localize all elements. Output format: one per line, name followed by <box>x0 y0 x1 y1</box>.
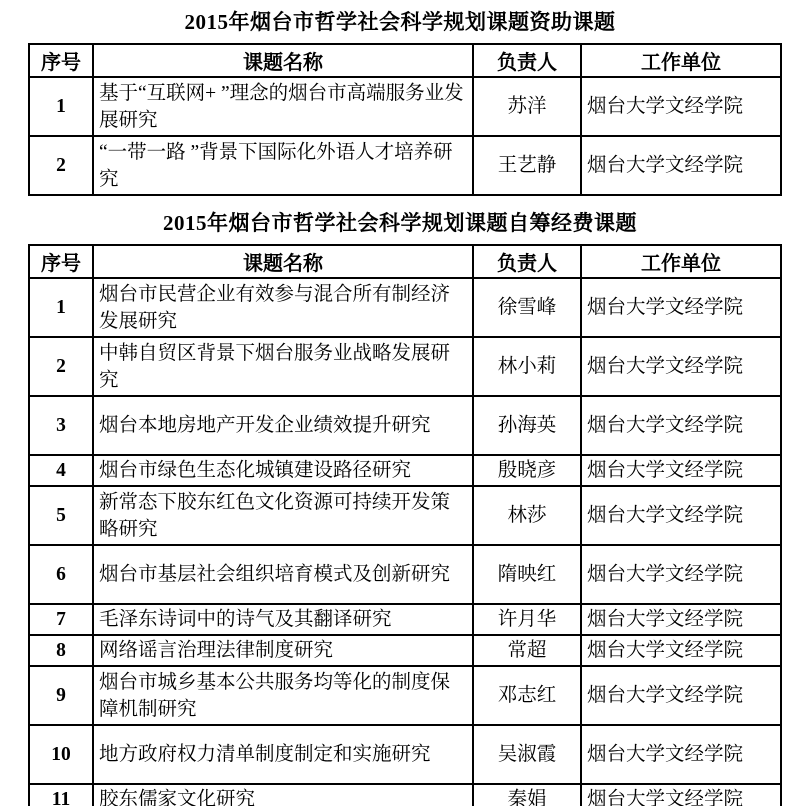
row-number-cell: 7 <box>29 604 93 635</box>
table-row <box>29 725 781 784</box>
project-name-cell: 烟台本地房地产开发企业绩效提升研究 <box>93 396 473 455</box>
leader-cell: 常超 <box>473 635 581 666</box>
leader-cell: 苏洋 <box>473 77 581 136</box>
col-header-leader: 负责人 <box>473 245 581 278</box>
col-header-name: 课题名称 <box>93 245 473 278</box>
header-row <box>29 44 781 77</box>
header-row <box>29 245 781 278</box>
funded-projects-title: 2015年烟台市哲学社会科学规划课题资助课题 <box>184 10 616 34</box>
unit-cell: 烟台大学文经学院 <box>581 136 781 195</box>
unit-cell: 烟台大学文经学院 <box>581 666 781 725</box>
row-number-cell: 9 <box>29 666 93 725</box>
project-name-cell: 毛泽东诗词中的诗气及其翻译研究 <box>93 604 473 635</box>
leader-cell: 吴淑霞 <box>473 725 581 784</box>
project-name-cell: 烟台市基层社会组织培育模式及创新研究 <box>93 545 473 604</box>
col-header-unit: 工作单位 <box>581 44 781 77</box>
table-row <box>29 666 781 725</box>
table-row <box>29 396 781 455</box>
self-funded-projects-title: 2015年烟台市哲学社会科学规划课题自筹经费课题 <box>163 211 637 235</box>
table-row <box>29 486 781 545</box>
unit-cell: 烟台大学文经学院 <box>581 77 781 136</box>
unit-cell: 烟台大学文经学院 <box>581 725 781 784</box>
table-row <box>29 545 781 604</box>
table-row <box>29 604 781 635</box>
funded-projects-table <box>28 43 782 196</box>
project-name-cell: 新常态下胶东红色文化资源可持续开发策略研究 <box>93 486 473 545</box>
table-row <box>29 455 781 486</box>
table-row <box>29 337 781 396</box>
project-name-cell: 基于“互联网+ ”理念的烟台市高端服务业发展研究 <box>93 77 473 136</box>
self-funded-projects-table <box>28 244 782 806</box>
row-number-cell: 1 <box>29 278 93 337</box>
table-row <box>29 77 781 136</box>
row-number-cell: 2 <box>29 337 93 396</box>
unit-cell: 烟台大学文经学院 <box>581 784 781 806</box>
leader-cell: 殷晓彦 <box>473 455 581 486</box>
row-number-cell: 4 <box>29 455 93 486</box>
leader-cell: 邓志红 <box>473 666 581 725</box>
leader-cell: 徐雪峰 <box>473 278 581 337</box>
leader-cell: 王艺静 <box>473 136 581 195</box>
project-name-cell: 网络谣言治理法律制度研究 <box>93 635 473 666</box>
table-row <box>29 635 781 666</box>
unit-cell: 烟台大学文经学院 <box>581 337 781 396</box>
project-name-cell: 烟台市民营企业有效参与混合所有制经济发展研究 <box>93 278 473 337</box>
project-name-cell: 中韩自贸区背景下烟台服务业战略发展研究 <box>93 337 473 396</box>
col-header-index: 序号 <box>29 44 93 77</box>
leader-cell: 隋映红 <box>473 545 581 604</box>
row-number-cell: 2 <box>29 136 93 195</box>
unit-cell: 烟台大学文经学院 <box>581 396 781 455</box>
row-number-cell: 11 <box>29 784 93 806</box>
col-header-name: 课题名称 <box>93 44 473 77</box>
row-number-cell: 5 <box>29 486 93 545</box>
unit-cell: 烟台大学文经学院 <box>581 278 781 337</box>
col-header-leader: 负责人 <box>473 44 581 77</box>
project-name-cell: 胶东儒家文化研究 <box>93 784 473 806</box>
row-number-cell: 6 <box>29 545 93 604</box>
table-row <box>29 278 781 337</box>
unit-cell: 烟台大学文经学院 <box>581 545 781 604</box>
leader-cell: 孙海英 <box>473 396 581 455</box>
unit-cell: 烟台大学文经学院 <box>581 486 781 545</box>
project-name-cell: 烟台市城乡基本公共服务均等化的制度保障机制研究 <box>93 666 473 725</box>
col-header-index: 序号 <box>29 245 93 278</box>
table-row <box>29 136 781 195</box>
project-name-cell: 地方政府权力清单制度制定和实施研究 <box>93 725 473 784</box>
project-name-cell: “一带一路 ”背景下国际化外语人才培养研究 <box>93 136 473 195</box>
unit-cell: 烟台大学文经学院 <box>581 455 781 486</box>
row-number-cell: 8 <box>29 635 93 666</box>
leader-cell: 林莎 <box>473 486 581 545</box>
col-header-unit: 工作单位 <box>581 245 781 278</box>
row-number-cell: 1 <box>29 77 93 136</box>
table-row <box>29 784 781 806</box>
unit-cell: 烟台大学文经学院 <box>581 604 781 635</box>
project-name-cell: 烟台市绿色生态化城镇建设路径研究 <box>93 455 473 486</box>
leader-cell: 许月华 <box>473 604 581 635</box>
leader-cell: 林小莉 <box>473 337 581 396</box>
row-number-cell: 3 <box>29 396 93 455</box>
row-number-cell: 10 <box>29 725 93 784</box>
leader-cell: 秦娟 <box>473 784 581 806</box>
unit-cell: 烟台大学文经学院 <box>581 635 781 666</box>
